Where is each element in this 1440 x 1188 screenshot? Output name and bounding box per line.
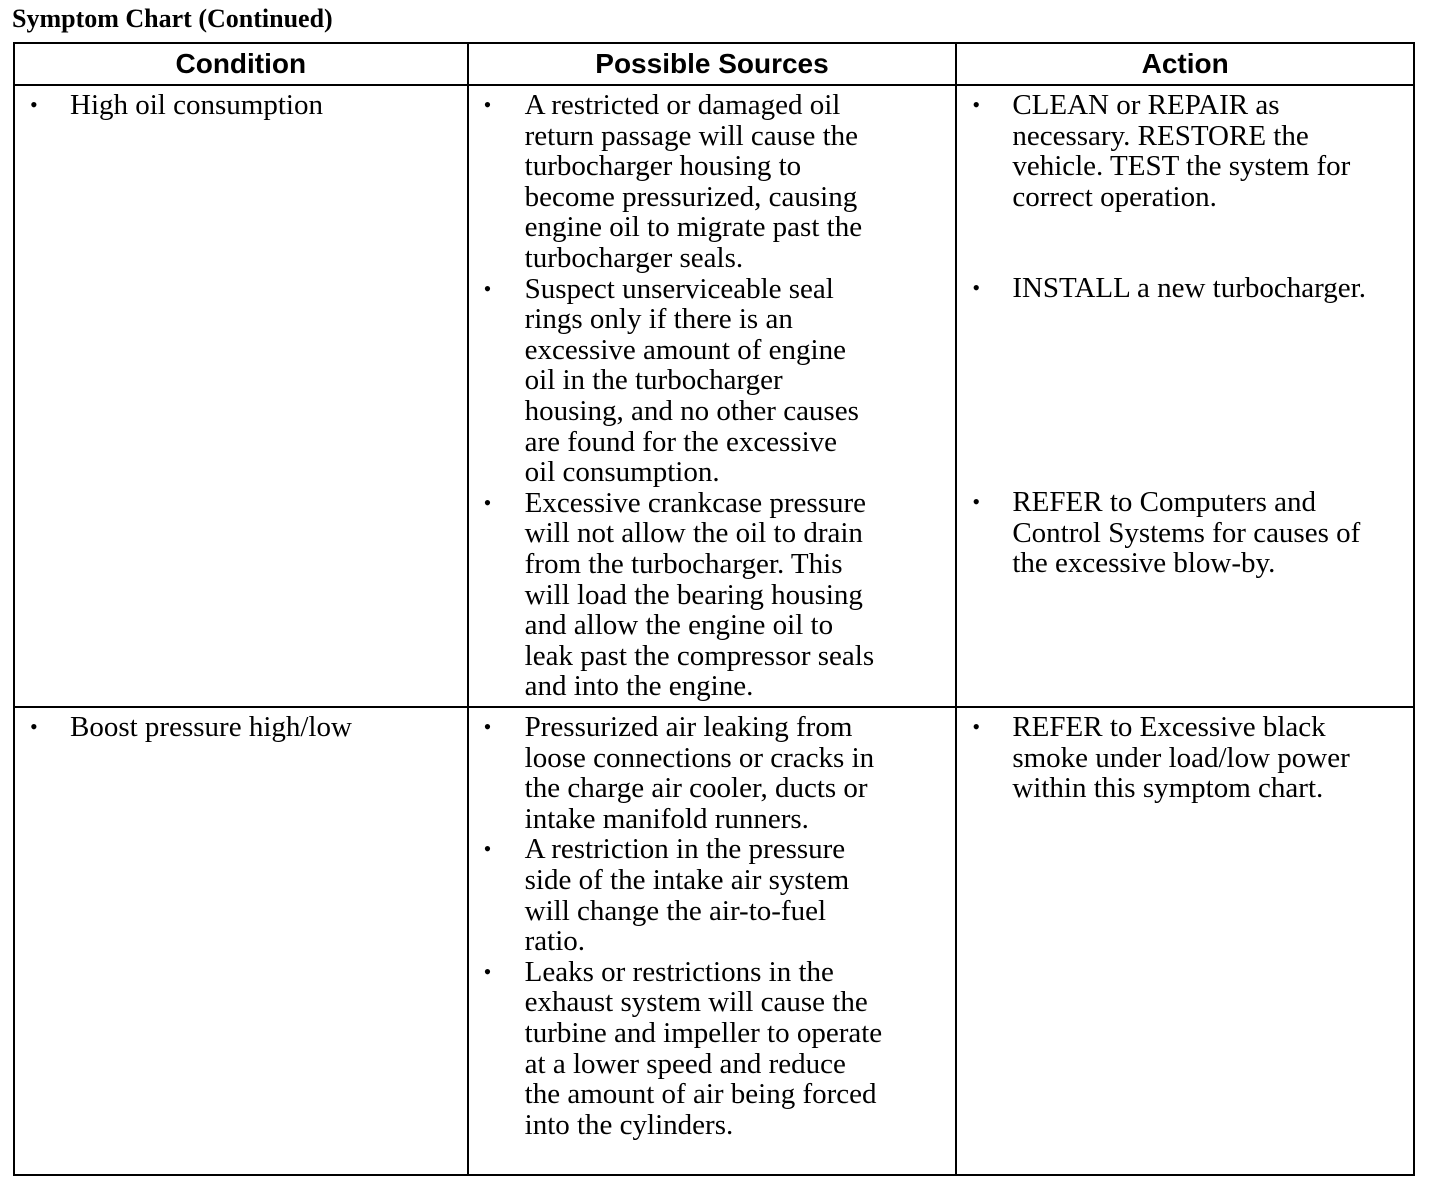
list-item <box>957 90 1413 273</box>
condition-text: High oil consumption <box>70 89 323 121</box>
list-item <box>469 488 893 702</box>
table-row <box>14 707 1414 1175</box>
bullet-icon: • <box>972 714 981 739</box>
action-cell <box>956 707 1414 1175</box>
bullet-icon: • <box>483 714 492 739</box>
header-possible-sources: Possible Sources <box>468 43 957 85</box>
list-item <box>469 957 893 1141</box>
header-row <box>14 43 1414 85</box>
list-item <box>469 274 883 488</box>
action-cell <box>956 85 1414 707</box>
list-item <box>957 273 1413 487</box>
source-text: A restricted or damaged oil return passage will cause the turbocharger housing to become pressurized, causing engine oil to migrate past the turbocharger seals. <box>524 89 863 274</box>
source-text: Excessive crankcase pressure will not allow the oil to drain from the turbocharger. This will load the bearing housing and allow the engine oil to leak past the compressor seals and into the engine. <box>524 486 875 703</box>
action-text: REFER to Computers and Control Systems for causes of the excessive blow-by. <box>1012 486 1361 580</box>
header-action: Action <box>956 43 1414 85</box>
page-title: Symptom Chart (Continued) <box>12 4 333 33</box>
list-item <box>469 712 893 834</box>
source-text: Leaks or restrictions in the exhaust system will cause the turbine and impeller to operate at a lower speed and reduce the amount of air being forced into the cylinders. <box>524 955 883 1141</box>
list-item <box>469 90 883 274</box>
bullet-icon: • <box>972 275 981 300</box>
bullet-icon: • <box>30 714 38 739</box>
sources-cell <box>468 85 957 707</box>
condition-text: Boost pressure high/low <box>70 711 352 743</box>
bullet-icon: • <box>483 92 492 117</box>
condition-cell <box>14 85 468 707</box>
sources-cell <box>468 707 957 1175</box>
list-item <box>957 487 1413 579</box>
action-text: REFER to Excessive black smoke under load/low power within this symptom chart. <box>1012 711 1350 805</box>
action-text: CLEAN or REPAIR as necessary. RESTORE the vehicle. TEST the system for correct operation. <box>1012 89 1351 213</box>
list-item <box>15 90 467 121</box>
bullet-icon: • <box>483 958 492 984</box>
header-condition: Condition <box>14 43 468 85</box>
source-text: Suspect unserviceable seal rings only if there is an excessive amount of engine oil in the turbocharger housing, and no other causes are found for the excessive oil consumption. <box>524 272 859 489</box>
bullet-icon: • <box>483 836 492 862</box>
action-text: INSTALL a new turbocharger. <box>1012 272 1366 304</box>
bullet-icon: • <box>972 489 981 514</box>
bullet-icon: • <box>30 92 38 117</box>
condition-cell <box>14 707 468 1175</box>
table-row <box>14 85 1414 707</box>
bullet-icon: • <box>483 489 492 515</box>
source-text: Pressurized air leaking from loose connections or cracks in the charge air cooler, ducts or intake manifold runners. <box>524 711 875 835</box>
bullet-icon: • <box>483 275 492 301</box>
source-text: A restriction in the pressure side of the intake air system will change the air-to-fuel ratio. <box>524 833 850 958</box>
list-item <box>957 712 1413 804</box>
bullet-icon: • <box>972 92 981 117</box>
symptom-table <box>13 42 1415 1176</box>
list-item <box>15 712 467 743</box>
list-item <box>469 834 878 956</box>
